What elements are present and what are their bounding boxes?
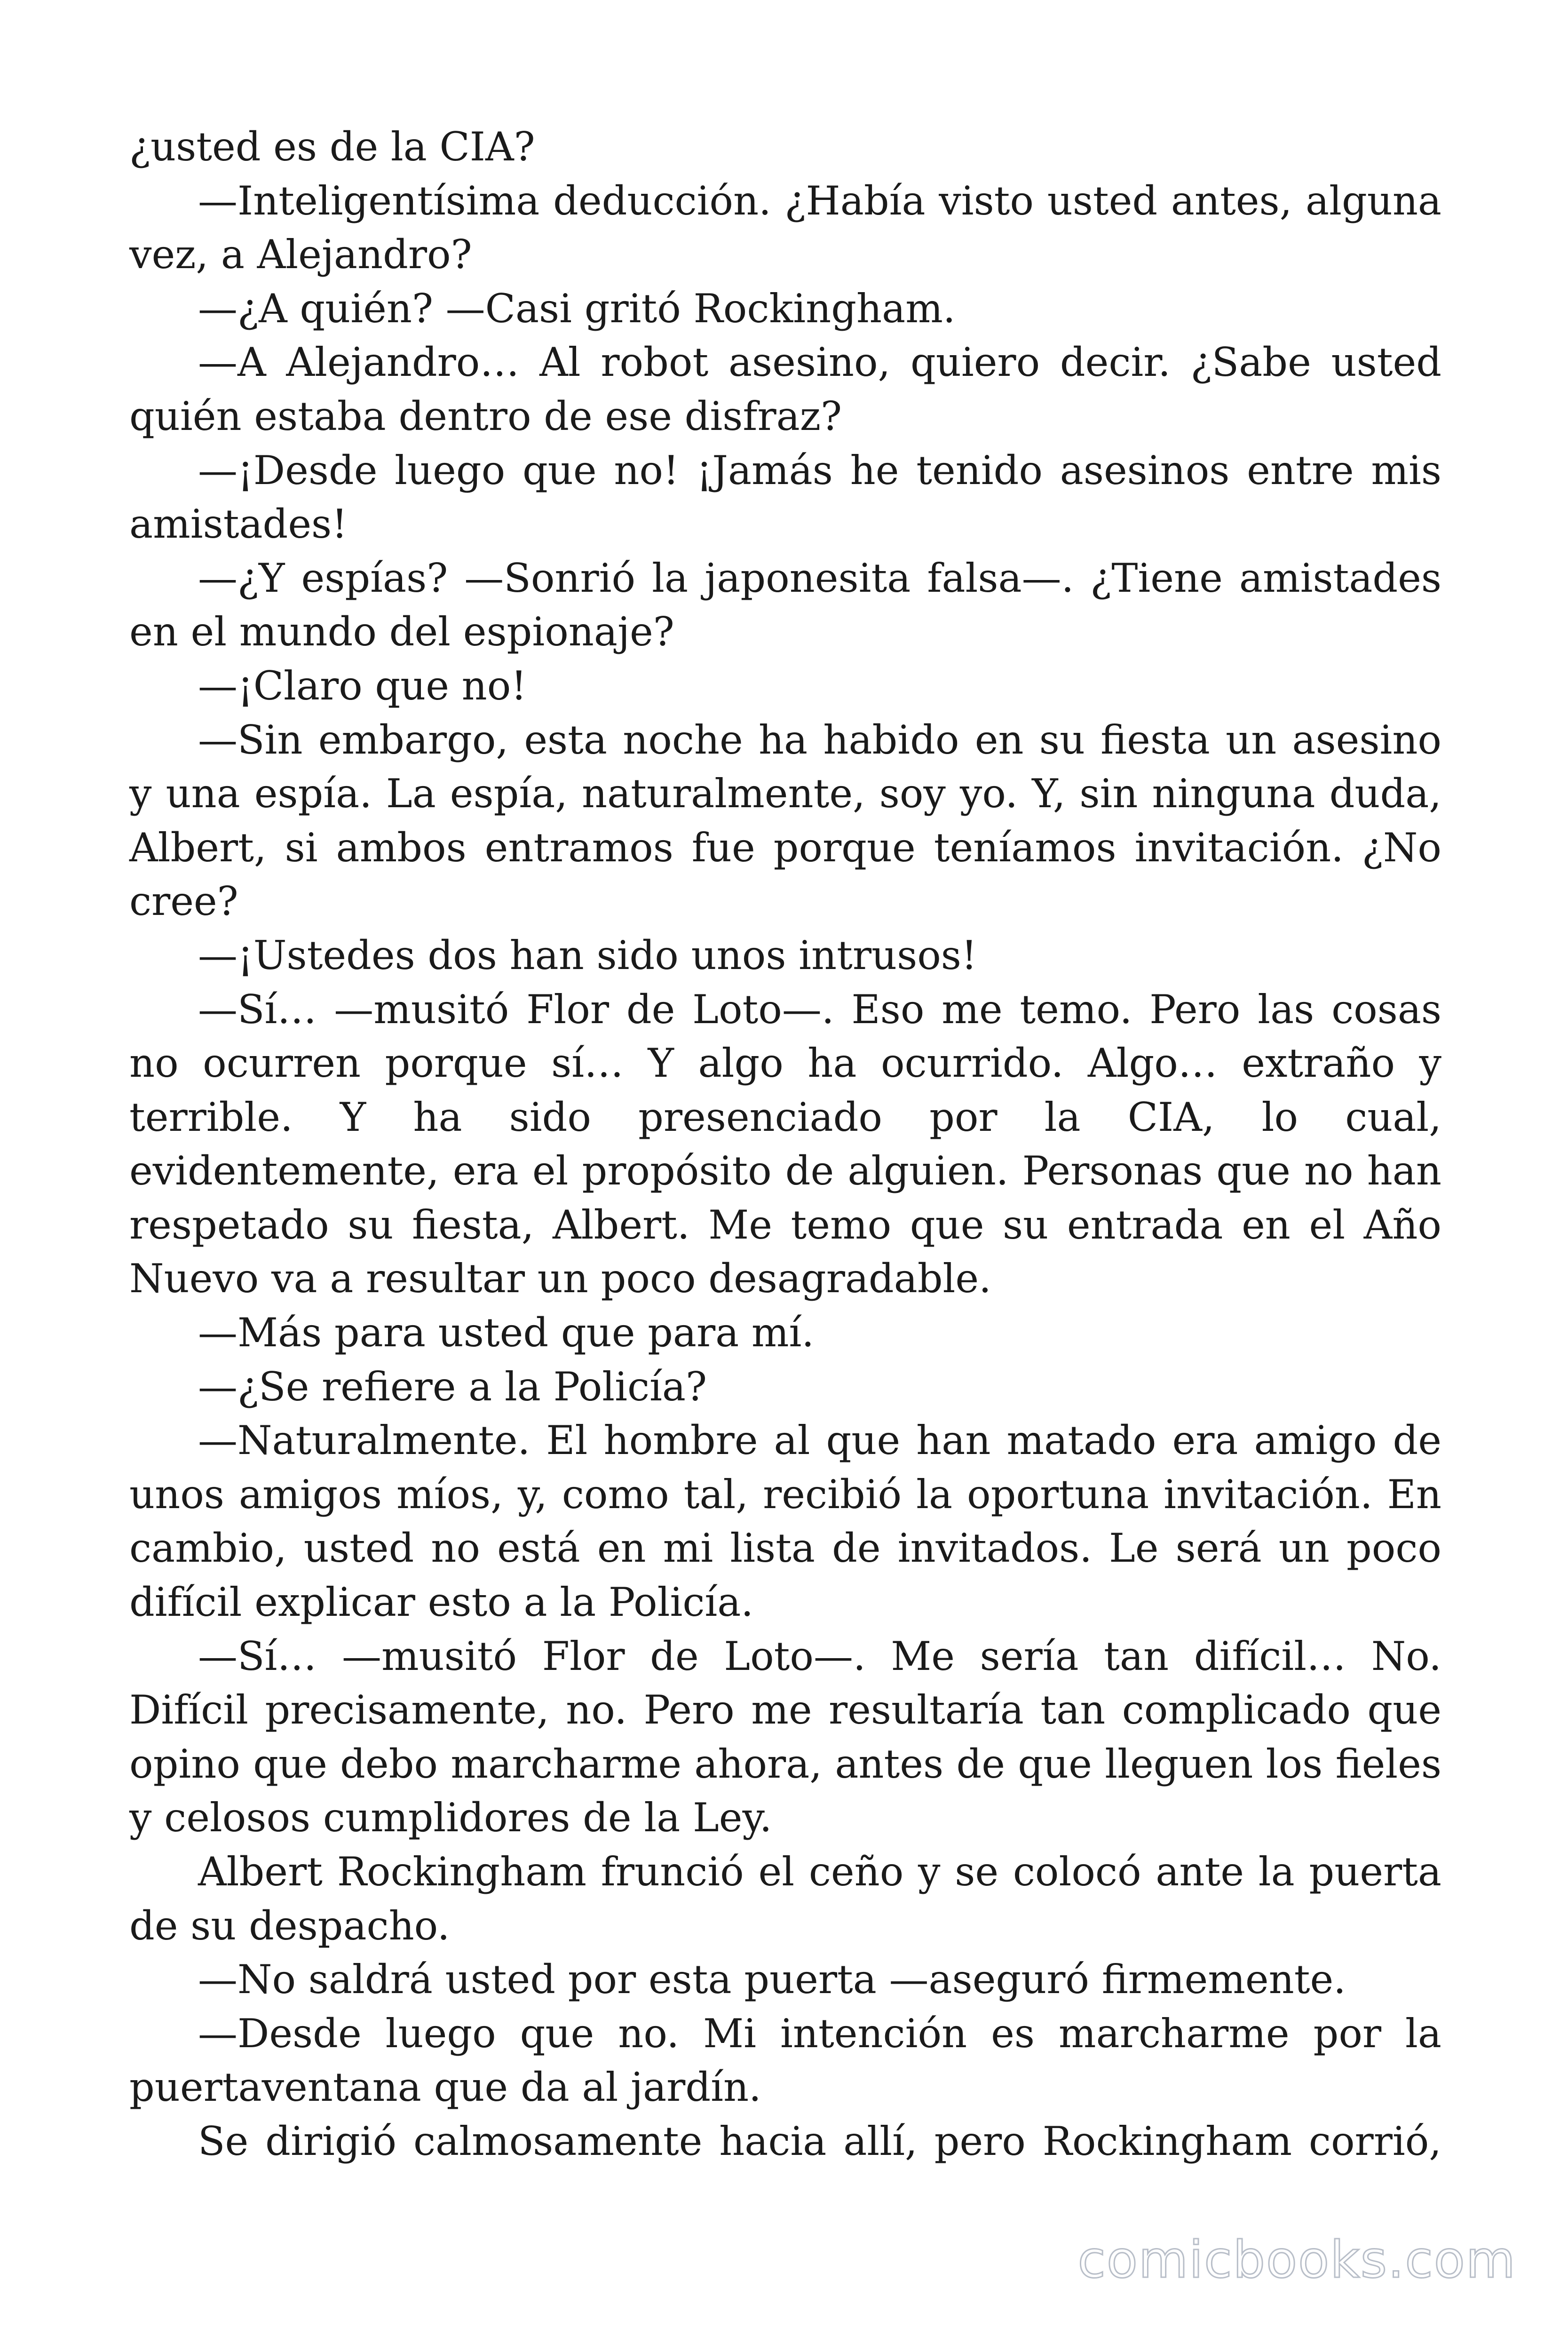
- paragraph-18: Se dirigió calmosamente hacia allí, pero Rockingham corrió,: [198, 2118, 1441, 2164]
- paragraph-14: —Sí… —musitó Flor de Loto—. Me sería tan difícil… No. Difícil precisamente, no. Pero me resultaría tan complicado que opino que debo marcharme ahora, antes de que lleguen los fieles y celosos cumplidores de la Ley.: [129, 1633, 1441, 1841]
- paragraph-17: —Desde luego que no. Mi intención es marcharme por la puertaventana que da al jardín.: [129, 2010, 1441, 2111]
- paragraph-4: —A Alejandro… Al robot asesino, quiero decir. ¿Sabe usted quién estaba dentro de ese disfraz?: [129, 339, 1441, 439]
- paragraph-12: —¿Se refiere a la Policía?: [198, 1363, 707, 1410]
- paragraph-5: —¡Desde luego que no! ¡Jamás he tenido asesinos entre mis amistades!: [129, 447, 1441, 548]
- watermark: comicbooks.com: [1077, 2231, 1516, 2289]
- book-page-text: [129, 120, 1441, 2169]
- paragraph-2: —Inteligentísima deducción. ¿Había visto usted antes, alguna vez, a Alejandro?: [129, 177, 1441, 278]
- paragraph-9: —¡Ustedes dos han sido unos intrusos!: [198, 932, 977, 978]
- paragraph-13: —Naturalmente. El hombre al que han matado era amigo de unos amigos míos, y, como tal, recibió la oportuna invitación. En cambio, usted no está en mi lista de invitados. Le será un poco difícil explicar esto a la Policía.: [129, 1417, 1441, 1626]
- paragraph-8: —Sin embargo, esta noche ha habido en su fiesta un asesino y una espía. La espía, naturalmente, soy yo. Y, sin ninguna duda, Albert, si ambos entramos fue porque teníamos invitación. ¿No cree?: [129, 716, 1441, 925]
- paragraph-7: —¡Claro que no!: [198, 662, 527, 709]
- paragraph-11: —Más para usted que para mí.: [198, 1310, 815, 1356]
- paragraph-16: —No saldrá usted por esta puerta —aseguró firmemente.: [198, 1956, 1346, 2003]
- paragraph-3: —¿A quién? —Casi gritó Rockingham.: [198, 285, 956, 332]
- paragraph-15: Albert Rockingham frunció el ceño y se colocó ante la puerta de su despacho.: [129, 1849, 1441, 1949]
- paragraph-10: —Sí… —musitó Flor de Loto—. Eso me temo. Pero las cosas no ocurren porque sí… Y algo ha ocurrido. Algo… extraño y terrible. Y ha sido presenciado por la CIA, lo cual, evidentemente, era el propósito de alguien. Personas que no han respetado su fiesta, Albert. Me temo que su entrada en el Año Nuevo va a resultar un poco desagradable.: [129, 986, 1441, 1302]
- paragraph-6: —¿Y espías? —Sonrió la japonesita falsa—. ¿Tiene amistades en el mundo del espionaje?: [129, 555, 1441, 655]
- paragraph-1: ¿usted es de la CIA?: [129, 124, 535, 170]
